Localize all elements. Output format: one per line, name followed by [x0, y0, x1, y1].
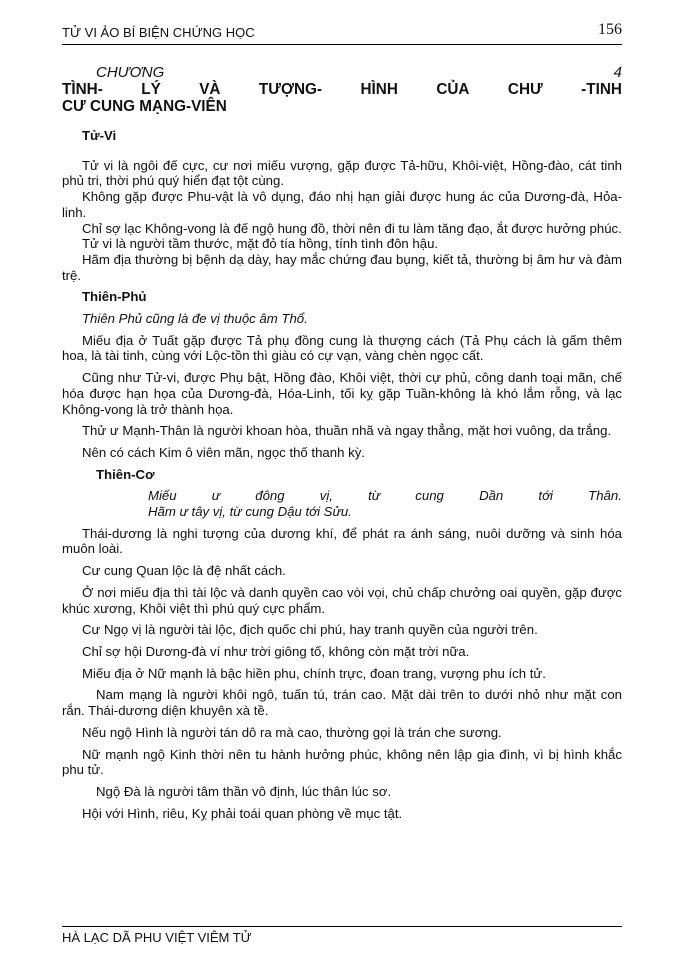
quote-word: vị, [319, 488, 333, 504]
paragraph: Cư Ngọ vị là người tài lộc, địch quốc chi phú, hay tranh quyền của người trên. [82, 622, 538, 638]
section-heading-thien-phu: Thiên-Phủ [82, 289, 147, 305]
chapter-title-word: TÌNH- [62, 81, 103, 98]
page-header [62, 21, 622, 45]
paragraph: Nếu ngộ Hình là người tán dô ra mà cao, thường gọi là trán che sương. [82, 724, 502, 740]
quote-word: Dần [479, 488, 504, 504]
chapter-title-word: HÌNH [360, 81, 398, 98]
paragraph: Tử vi là người tầm thước, mặt đỏ tía hồng, tính tình đôn hậu. [82, 236, 439, 252]
paragraph: Chỉ sợ lạc Không-vong là đế ngộ hung đồ, thời nên đi tu làm tăng đạo, ắt được hưởng phúc. [82, 220, 622, 236]
section-heading-thien-co: Thiên-Cơ [96, 466, 155, 482]
chapter-title-line-2: CƯ CUNG MẠNG-VIÊN [62, 98, 227, 115]
quote-word: từ [368, 488, 381, 504]
italic-note: Thiên Phủ cũng là đe vị thuộc âm Thổ. [82, 311, 308, 327]
paragraph: Nam mạng là người khôi ngô, tuấn tú, trán cao. Mặt dài trên to dưới nhỏ như mặt con rắn. Thái-dương diện khuyên xà tề. [62, 687, 622, 719]
paragraph: Hãm địa thường bị bệnh dạ dày, hay mắc chứng đau bụng, kiết tả, thường bị âm hư và đàm trệ. [62, 251, 622, 283]
quote-word: tới [538, 488, 553, 504]
quote-word: cung [415, 488, 444, 504]
section-heading-tu-vi: Tử-Vi [82, 128, 117, 143]
paragraph: Không gặp được Phu-vật là vô dụng, đáo nhị hạn giải được hung ác của Dương-đà, Hỏa-linh. [62, 189, 622, 220]
page-footer [62, 926, 622, 946]
quote-word: Thân. [588, 488, 622, 504]
paragraph: Nên có cách Kim ô viên mãn, ngọc thố thanh kỳ. [82, 444, 365, 460]
paragraph: Tử vi là ngôi đế cực, cư nơi miếu vượng, gặp được Tả-hữu, Khôi-việt, Hồng-đào, cát tinh phủ tri, thời phú quý hiển đạt tột cùng. [62, 157, 622, 189]
paragraph: Cư cung Quan lộc là đệ nhất cách. [82, 563, 286, 579]
paragraph: Cũng như Tử-vi, được Phụ bật, Hồng đào, Khôi việt, thời cự phủ, công danh toại mãn, chế hóa được hạn họa của Dương-đà, Hóa-Linh, tối kỵ gặp Tuần-không là khó lắm rỗng, và lạc Không-vong là trở thành họa. [62, 370, 622, 417]
paragraph: Thái-dương là nghi tượng của dương khí, để phát ra ánh sáng, nuôi dưỡng và sinh hóa muôn loài. [62, 525, 622, 557]
paragraph: Thử ư Mạnh-Thân là người khoan hòa, thuần nhã và ngay thẳng, mặt hơi vuông, da trắng. [82, 423, 612, 439]
chapter-title-word: LÝ [141, 81, 161, 98]
chapter-title-word: -TINH [581, 81, 622, 98]
chapter-title-word: TƯỢNG- [258, 81, 323, 98]
quote-word: Miếu [148, 488, 177, 504]
quote-word: đông [255, 488, 285, 504]
quote-word: ư [211, 488, 221, 504]
page-content [62, 64, 622, 821]
paragraph: Hội với Hình, riêu, Kỵ phải toái quan phòng về mục tật. [82, 805, 403, 821]
paragraph: Ngộ Đà là người tâm thần vô định, lúc thân lúc sơ. [96, 783, 392, 799]
paragraph: Ở nơi miếu địa thì tài lộc và danh quyền cao vòi vọi, chủ chấp chưởng oai quyền, gặp được khúc xương, Khôi việt thì phú quý cực phẩm. [62, 584, 622, 616]
page-number: 156 [598, 21, 622, 38]
chapter-label: CHƯƠNG [96, 64, 165, 81]
chapter-title-word: VÀ [199, 81, 221, 98]
chapter-title-word: CỦA [436, 81, 470, 98]
paragraph: Nữ mạnh ngộ Kinh thời nên tu hành hưởng phúc, không nên lập gia đình, vì bị hình khắc phu tử. [62, 746, 622, 778]
quote-line-1 [148, 488, 622, 504]
quote-line-2: Hãm ư tây vị, từ cung Dậu tới Sửu. [148, 504, 352, 520]
book-title: TỬ VI ẢO BÍ BIỆN CHỨNG HỌC [62, 25, 255, 40]
chapter-number: 4 [613, 64, 622, 81]
chapter-label-line [62, 64, 622, 81]
paragraph: Miếu địa ở Nữ mạnh là bậc hiền phu, chính trực, đoan trang, vượng phu ích tử. [82, 665, 546, 681]
chapter-title-word: CHƯ [507, 81, 543, 98]
footer-text: HÀ LẠC DÃ PHU VIỆT VIÊM TỬ [62, 930, 252, 945]
chapter-title-line-1 [62, 81, 622, 98]
paragraph: Miếu địa ở Tuất gặp được Tả phụ đồng cung là thượng cách (Tả Phụ cách là gấm thêm hoa, là tài tinh, cùng với Lộc-tồn thì giàu có cự vạn, vàng chèn ngọc cất. [62, 332, 622, 364]
paragraph: Chỉ sợ hội Dương-đà ví như trời giông tố, không còn mặt trời nữa. [82, 643, 470, 659]
